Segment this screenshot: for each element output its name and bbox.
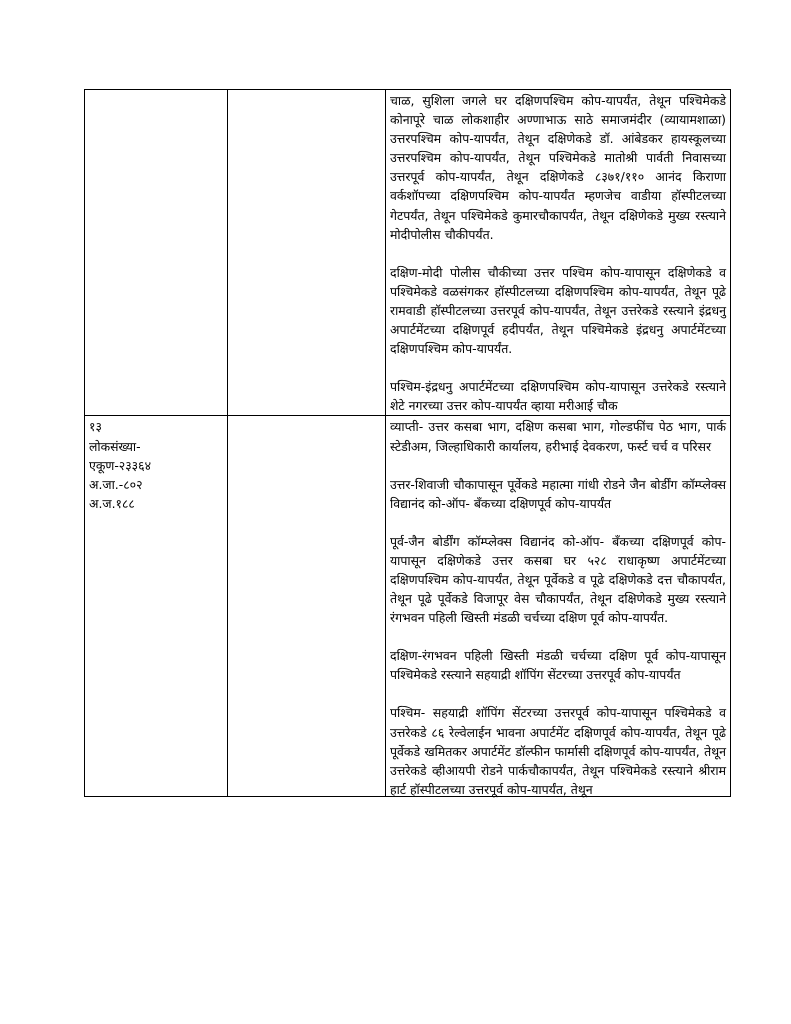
boundary-description-cell	[386, 90, 731, 416]
boundary-paragraph: चाळ, सुशिला जगले घर दक्षिणपश्चिम कोप-यापर्यंत, तेथून पश्चिमेकडे कोनापूरे चाळ लोकशाहीर अण्णाभाऊ साठे समाजमंदीर (व्यायामशाळा) उत्तरपश्चिम कोप-यापर्यंत, तेथून दक्षिणेकडे डॉ. आंबेडकर हायस्कूलच्या उत्तरपश्चिम कोप-यापर्यंत, तेथून पश्चिमेकडे मातोश्री पार्वती निवासच्या उत्तरपूर्व कोप-यापर्यंत, तेथून दक्षिणेकडे ८३७१/११० आनंद किराणा वर्कशॉपच्या दक्षिणपश्चिम कोप-यापर्यंत म्हणजेच वाडीया हॉस्पीटलच्या गेटपर्यंत, तेथून पश्चिमेकडे कुमारचौकापर्यंत, तेथून दक्षिणेकडे मुख्य रस्त्याने मोदीपोलीस चौकीपर्यंत.	[390, 93, 726, 242]
boundary-paragraph-north: उत्तर-शिवाजी चौकापासून पूर्वेकडे महात्मा गांधी रोडने जैन बोर्डींग कॉम्प्लेक्स विद्यानंद को-ऑप- बँकच्या दक्षिणपूर्व कोप-यापर्यंत	[390, 476, 726, 511]
boundary-description-cell	[386, 416, 731, 797]
scheduled-caste-count: अ.जा.-८०२	[89, 476, 143, 492]
ward-info-cell	[85, 90, 228, 416]
ward-boundary-table	[84, 89, 731, 797]
population-label: लोकसंख्या-	[89, 438, 141, 454]
empty-cell	[228, 416, 386, 797]
table-row	[85, 90, 731, 416]
ward-info-cell	[85, 416, 228, 797]
boundary-paragraph-west: पश्चिम-इंद्रधनु अपार्टमेंटच्या दक्षिणपश्चिम कोप-यापासून उत्तरेकडे रस्त्याने शेटे नगरच्या उत्तर कोप-यापर्यंत व्हाया मरीआई चौक	[390, 379, 726, 414]
boundary-paragraph-south: दक्षिण-मोदी पोलीस चौकीच्या उत्तर पश्चिम कोप-यापासून दक्षिणेकडे व पश्चिमेकडे वळसंगकर हॉस्पीटलच्या दक्षिणपश्चिम कोप-यापर्यंत, तेथून पूढे रामवाडी हॉस्पीटलच्या उत्तरपूर्व कोप-यापर्यंत, तेथून उत्तरेकडे रस्त्याने इंद्रधनु अपार्टमेंटच्या दक्षिणपूर्व हदीपर्यंत, तेथून पश्चिमेकडे इंद्रधनु अपार्टमेंटच्या दक्षिणपश्चिम कोप-यापर्यंत.	[390, 264, 726, 357]
table-row	[85, 416, 731, 797]
scheduled-tribe-count: अ.ज.१८८	[89, 495, 135, 511]
population-total: एकूण-२३३६४	[89, 457, 152, 473]
coverage-paragraph: व्याप्ती- उत्तर कसबा भाग, दक्षिण कसबा भाग, गोल्डफींच पेठ भाग, पार्क स्टेडीअम, जिल्हाधिकारी कार्यालय, हरीभाई देवकरण, फर्स्ट चर्च व परिसर	[390, 419, 726, 454]
boundary-paragraph-south: दक्षिण-रंगभवन पहिली खिस्ती मंडळी चर्चच्या दक्षिण पूर्व कोप-यापासून पश्चिमेकडे रस्त्याने सहयाद्री शॉपिंग सेंटरच्या उत्तरपूर्व कोप-यापर्यंत	[390, 648, 726, 683]
boundary-paragraph-west: पश्चिम- सहयाद्री शॉपिंग सेंटरच्या उत्तरपूर्व कोप-यापासून पश्चिमेकडे व उत्तरेकडे ८६ रेल्वेलाईन भावना अपार्टमेंट दक्षिणपूर्व कोप-यापर्यंत, तेथून पूढे पूर्वेकडे खमितकर अपार्टमेंट डॉल्फीन फार्मासी दक्षिणपूर्व कोप-यापर्यंत, तेथून उत्तरेकडे व्हीआयपी रोडने पार्कचौकापर्यंत, तेथून पश्चिमेकडे रस्त्याने श्रीराम हार्ट हॉस्पीटलच्या उत्तरपूर्व कोप-यापर्यंत, तेथून	[390, 705, 726, 797]
ward-number: १३	[89, 419, 102, 435]
boundary-paragraph-east: पूर्व-जैन बोर्डींग कॉम्प्लेक्स विद्यानंद को-ऑप- बँकच्या दक्षिणपूर्व कोप-यापासून दक्षिणेकडे उत्तर कसबा घर ५२८ राधाकृष्ण अपार्टमेंटच्या दक्षिणपश्चिम कोप-यापर्यंत, तेथून पूर्वेकडे व पूढे दक्षिणेकडे दत्त चौकापर्यंत, तेथून पूढे पूर्वेकडे विजापूर वेस चौकापर्यंत, तेथून दक्षिणेकडे मुख्य रस्त्याने रंगभवन पहिली खिस्ती मंडळी चर्चच्या दक्षिण पूर्व कोप-यापर्यंत.	[390, 533, 726, 626]
empty-cell	[228, 90, 386, 416]
